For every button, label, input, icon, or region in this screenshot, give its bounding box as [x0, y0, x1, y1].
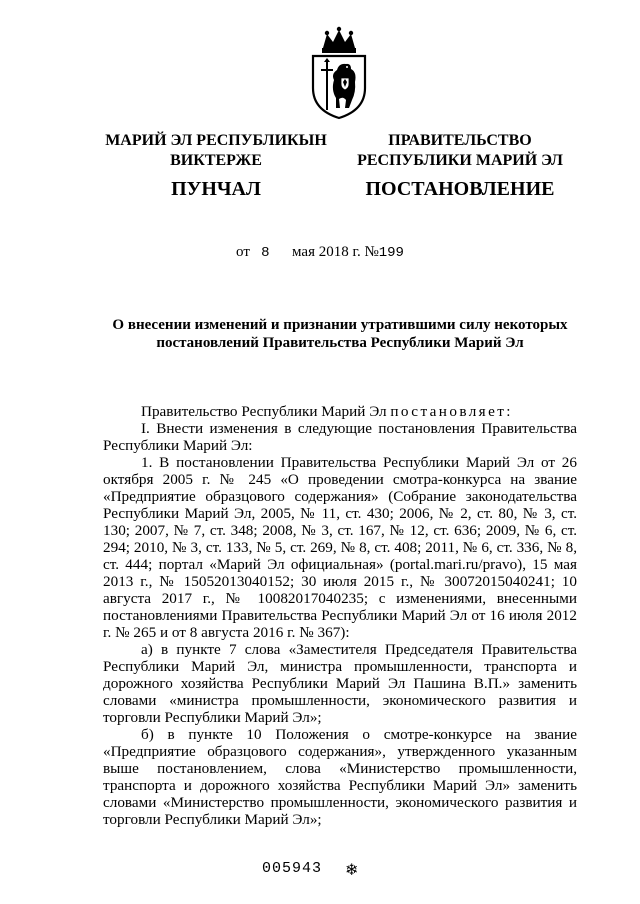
header-left-line1: МАРИЙ ЭЛ РЕСПУБЛИКЫН [105, 132, 327, 149]
snowflake-icon: ❄ [345, 862, 359, 879]
document-number: 199 [378, 245, 404, 261]
paragraph-subitem-b: б) в пункте 10 Положения о смотре-конкурсе на звание «Предприятие образцового содержания», утвержденного указанным выше постановлением, слова «Министерство промышленности, транспорта и дорожного хозяйства Республики Марий Эл» заменить словами «Министерство промышленности, экономического развития и торговли Республики Марий Эл»; [103, 726, 577, 828]
paragraph-preamble [103, 403, 577, 420]
header-right-doc-type: ПОСТАНОВЛЕНИЕ [365, 178, 555, 200]
document-title [100, 316, 580, 352]
title-line-1: О внесении изменений и признании утратившими силу некоторых [112, 317, 568, 333]
paragraph-item-1: 1. В постановлении Правительства Республики Марий Эл от 26 октября 2005 г. № 245 «О проведении смотра-конкурса на звание «Предприятие образцового содержания» (Собрание законодательства Республики Марий Эл, 2005, № 11, ст. 430; 2006, № 2, ст. 80, № 3, ст. 130; 2007, № 7, ст. 348; 2008, № 3, ст. 167, № 12, ст. 636; 2009, № 6, ст. 294; 2010, № 3, ст. 133, № 5, ст. 269, № 8, ст. 408; 2011, № 6, ст. 336, № 8, ст. 444; портал «Марий Эл официальная» (portal.mari.ru/pravo), 15 мая 2013 г., № 15052013040152; 30 июля 2015 г., № 30072015040241; 10 августа 2017 г., № 10082017040235; с изменениями, внесенными постановлениями Правительства Республики Марий Эл от 16 июля 2012 г. № 265 и от 8 августа 2016 г. № 367): [103, 454, 577, 641]
paragraph-section-1: I. Внести изменения в следующие постановления Правительства Республики Марий Эл: [103, 420, 577, 454]
date-from-label: от [236, 244, 250, 260]
header-left-doc-type: ПУНЧАЛ [171, 178, 261, 200]
header-right-line1: ПРАВИТЕЛЬСТВО [388, 132, 532, 149]
paragraph-subitem-a: а) в пункте 7 слова «Заместителя Председателя Правительства Республики Марий Эл, министра промышленности, транспорта и дорожного хозяйства Республики Марий Эл Пашина В.П.» заменить словами «министра промышленности, экономического развития и торговли Республики Марий Эл»; [103, 641, 577, 726]
date-day: 8 [261, 245, 270, 261]
preamble-verb: постановляет: [390, 403, 513, 420]
header-right-line2: РЕСПУБЛИКИ МАРИЙ ЭЛ [357, 152, 563, 169]
form-serial-number: 005943 [262, 860, 323, 877]
date-month-year: мая 2018 г. № [292, 244, 379, 260]
header-left-line2: ВИКТЕРЖЕ [170, 152, 262, 169]
document-body [103, 403, 577, 828]
title-line-2: постановлений Правительства Республики Марий Эл [156, 335, 524, 351]
preamble-subject: Правительство Республики Марий Эл [141, 403, 387, 420]
date-line [0, 244, 640, 261]
coat-of-arms-icon [303, 26, 375, 120]
